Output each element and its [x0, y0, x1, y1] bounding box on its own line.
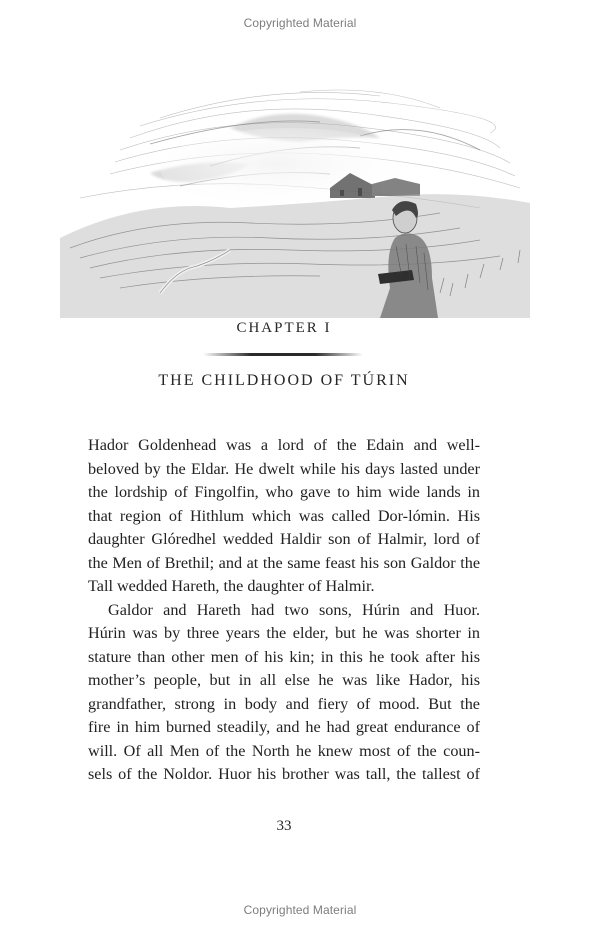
text-line: daughter Glóredhel wedded Haldir son of Halmir, lord of [88, 530, 480, 548]
text-line: stature than other men of his kin; in this he took after his [88, 647, 480, 666]
page-number: 33 [276, 818, 292, 834]
chapter-divider [203, 353, 363, 356]
text-line: Húrin was by three years the elder, but he was shorter in [88, 624, 480, 642]
text-line: will. Of all Men of the North he knew most of the coun- [88, 741, 480, 760]
chapter-illustration [60, 78, 530, 318]
text-line: grandfather, strong in body and fiery of mood. But the [88, 694, 480, 713]
text-line: that region of Hithlum which was called Dor-lómin. His [88, 506, 480, 525]
text-line: Hador Goldenhead was a lord of the Edain and well- [88, 436, 480, 454]
text-line: fire in him burned steadily, and he had great endurance of [88, 718, 480, 736]
text-line: sels of the Noldor. Huor his brother was tall, the tallest of [88, 765, 480, 783]
chapter-body [88, 434, 480, 787]
copyright-watermark-top: Copyrighted Material [243, 16, 357, 30]
paragraph [88, 434, 480, 599]
text-line: the Men of Brethil; and at the same feast his son Galdor the [88, 553, 480, 572]
chapter-title: THE CHILDHOOD OF TÚRIN [158, 372, 410, 389]
chapter-number: CHAPTER I [236, 320, 332, 336]
text-line: Tall wedded Hareth, the daughter of Halmir. [88, 577, 375, 595]
text-line: Galdor and Hareth had two sons, Húrin and Huor. [108, 600, 480, 619]
text-line: the lordship of Fingolfin, who gave to him wide lands in [88, 483, 480, 501]
paragraph [88, 599, 480, 787]
text-line: beloved by the Eldar. He dwelt while his days lasted under [88, 459, 480, 478]
text-line: mother’s people, but in all else he was like Hador, his [88, 671, 480, 689]
copyright-watermark-bottom: Copyrighted Material [243, 903, 357, 917]
